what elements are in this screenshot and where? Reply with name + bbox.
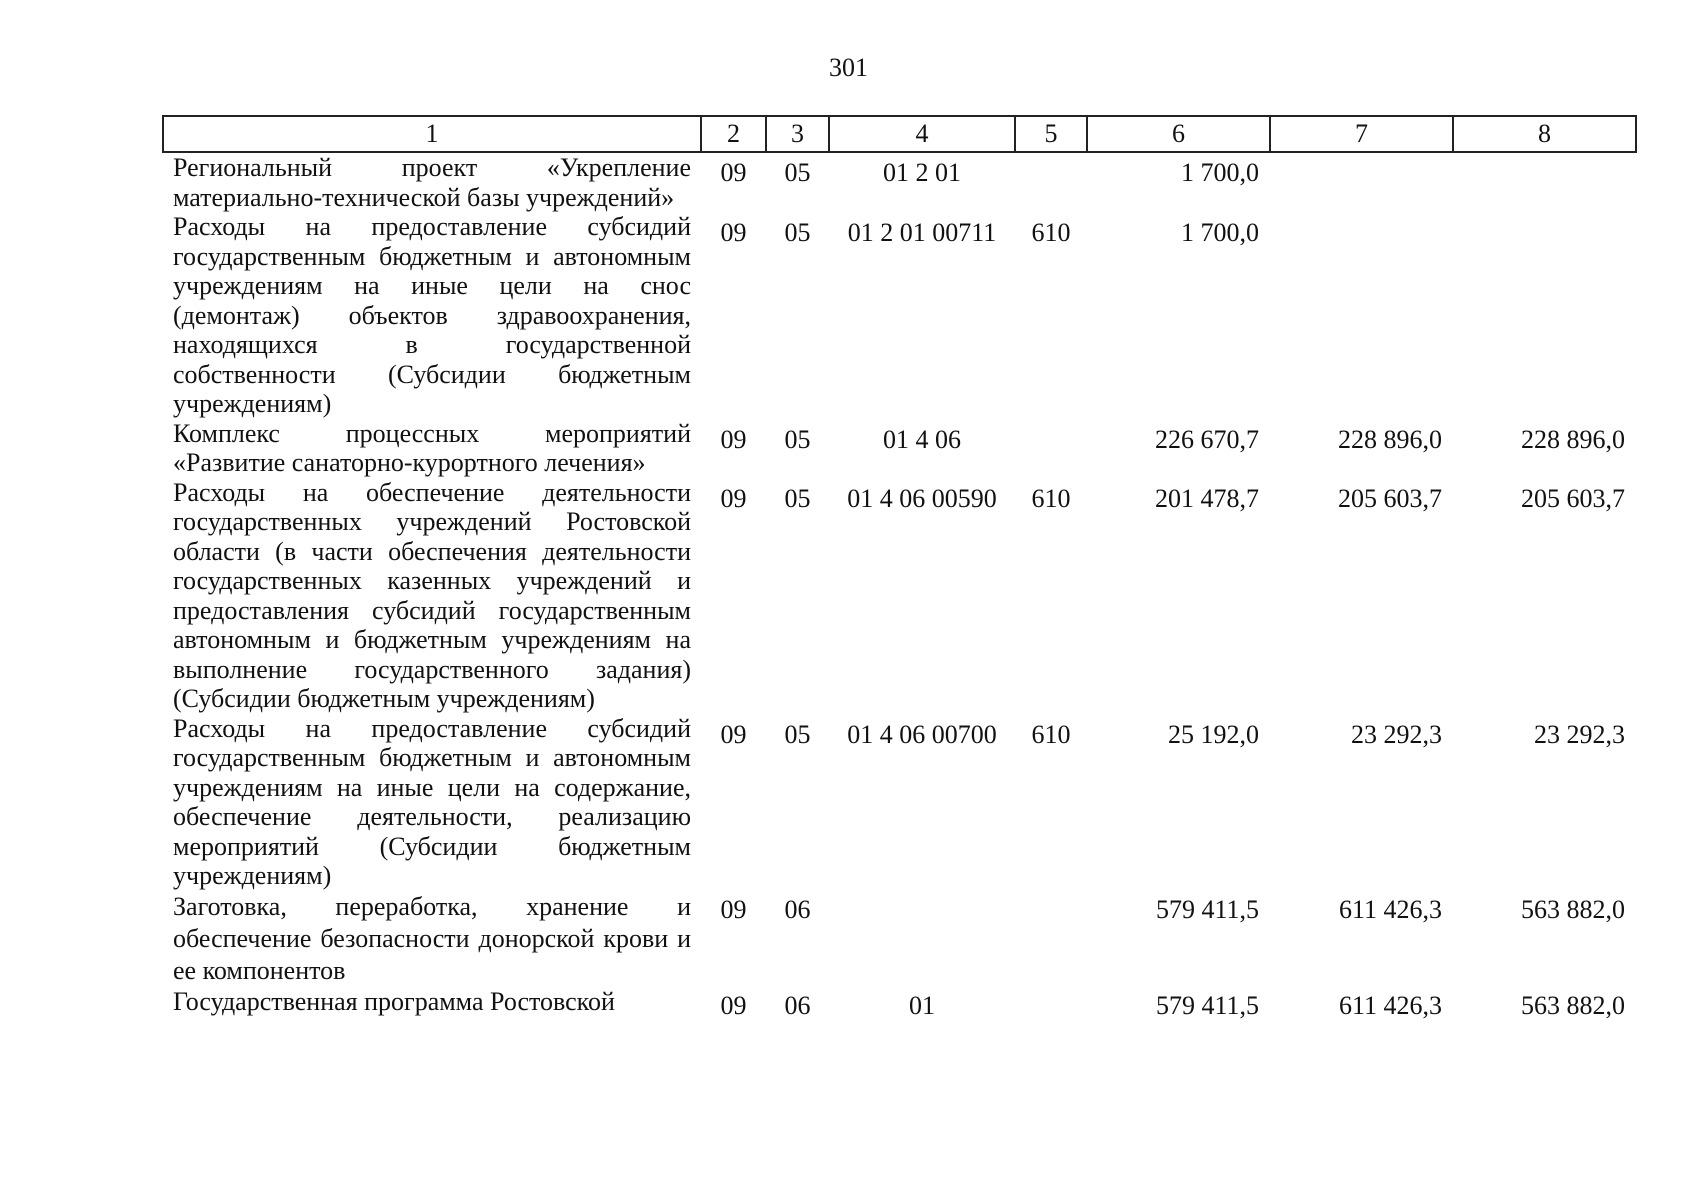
column-header-7: 7 [1270,116,1453,152]
target-article-code: 01 4 06 00590 [847,483,997,513]
row-name: Заготовка, переработка, хранение и обеспечение безопасности донорской крови и ее компонентов [173,891,691,985]
amount-col-6: 1 700,0 [1181,218,1259,247]
column-header-1: 1 [163,116,701,152]
row-name: Комплекс процессных мероприятий «Развитие санаторно-курортного лечения» [173,418,691,477]
target-article-code: 01 2 01 [883,158,961,187]
table-row [163,212,1636,419]
subsection-code: 06 [784,990,811,1020]
amount-col-7: 228 896,0 [1338,424,1442,454]
row-name: Расходы на предоставление субсидий государственным бюджетным и автономным учреждениям на иные цели на содержание, обеспечение деятельности, реализацию мероприятий (Субсидии бюджетным учреждениям) [173,713,691,890]
amount-col-6: 579 411,5 [1155,990,1259,1020]
amount-col-6: 1 700,0 [1181,158,1259,187]
amount-col-7: 611 426,3 [1338,894,1442,924]
table-row [163,987,1636,1021]
expense-type-code: 610 [1031,719,1071,749]
amount-col-7: 611 426,3 [1338,990,1442,1020]
amount-col-7: 23 292,3 [1351,719,1442,749]
section-code: 09 [720,990,747,1020]
column-header-5: 5 [1015,116,1087,152]
row-name: Государственная программа Ростовской [173,986,615,1016]
amount-col-7 [1270,152,1453,212]
table-row [163,419,1636,478]
subsection-code: 05 [784,483,811,513]
section-code: 09 [720,218,747,247]
target-article-code: 01 4 06 00700 [847,719,997,749]
amount-col-6: 201 478,7 [1155,483,1259,513]
subsection-code: 05 [784,158,811,187]
table-row [163,714,1636,891]
target-article-code: 01 2 01 00711 [847,218,997,247]
table-row [163,891,1636,987]
section-code: 09 [720,894,747,924]
column-header-8: 8 [1453,116,1636,152]
page-number: 301 [829,53,868,82]
column-header-6: 6 [1087,116,1270,152]
target-article-code: 01 [909,990,935,1020]
row-name: Расходы на обеспечение деятельности государственных учреждений Ростовской области (в части обеспечения деятельности государственных казенных учреждений и предоставления субсидий государственным автономным и бюджетным учреждениям на выполнение государственного задания) (Субсидии бюджетным учреждениям) [173,477,691,713]
amount-col-8: 228 896,0 [1521,424,1625,454]
target-article-code [829,891,1015,987]
amount-col-8: 23 292,3 [1534,719,1625,749]
amount-col-8 [1453,152,1636,212]
section-code: 09 [720,424,747,454]
table-header-row [163,116,1636,152]
amount-col-8: 563 882,0 [1521,990,1625,1020]
amount-col-7: 205 603,7 [1338,483,1442,513]
table-row [163,478,1636,714]
expense-type-code [1015,152,1087,212]
column-header-2: 2 [701,116,766,152]
subsection-code: 05 [784,719,811,749]
section-code: 09 [720,483,747,513]
subsection-code: 06 [784,894,811,924]
expense-type-code [1015,891,1087,987]
expense-type-code [1015,987,1087,1021]
amount-col-8: 205 603,7 [1521,483,1625,513]
section-code: 09 [720,719,747,749]
budget-table [162,115,1637,1020]
column-header-4: 4 [829,116,1015,152]
amount-col-6: 226 670,7 [1155,424,1259,454]
expense-type-code: 610 [1031,483,1071,513]
target-article-code: 01 4 06 [883,424,961,454]
table-row [163,152,1636,212]
expense-type-code [1015,419,1087,478]
subsection-code: 05 [784,424,811,454]
row-name: Расходы на предоставление субсидий государственным бюджетным и автономным учреждениям на иные цели на снос (демонтаж) объектов здравоохранения, находящихся в государственной собственности (Субсидии бюджетным учреждениям) [173,212,691,418]
amount-col-8 [1453,212,1636,419]
amount-col-7 [1270,212,1453,419]
amount-col-8: 563 882,0 [1521,894,1625,924]
amount-col-6: 25 192,0 [1168,719,1259,749]
row-name: Региональный проект «Укрепление материально-технической базы учреждений» [173,153,691,212]
section-code: 09 [720,158,747,187]
subsection-code: 05 [784,218,811,247]
amount-col-6: 579 411,5 [1155,894,1259,924]
expense-type-code: 610 [1031,218,1071,247]
column-header-3: 3 [766,116,829,152]
